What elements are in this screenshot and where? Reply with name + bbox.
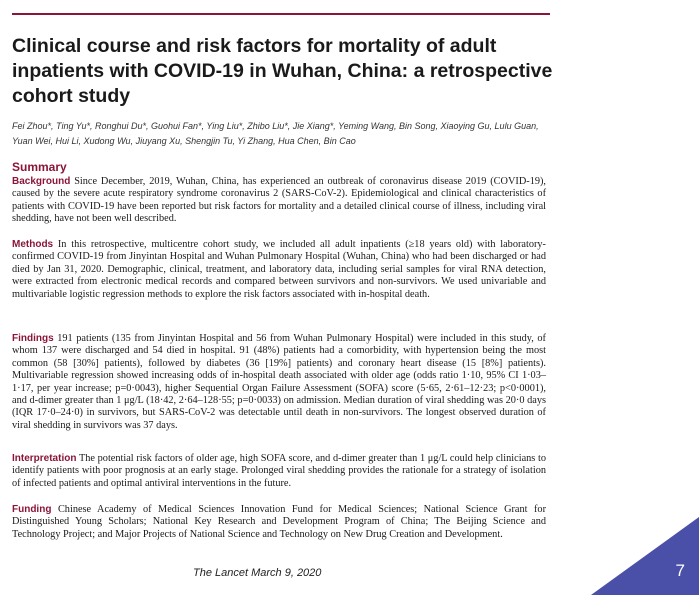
findings-text: 191 patients (135 from Jinyintan Hospital and 56 from Wuhan Pulmonary Hospital) were included in this study, of whom 137 were discharged and 54 died in hospital. 91 (48%) patients had a comorbidity, with hypertension being the most common (58 [30%] patients), followed by diabetes (36 [19%] patients) and coronary heart disease (15 [8%] patients). Multivariable regression showed increasing odds of in-hospital death associated with older age (odds ratio 1·10, 95% CI 1·03–1·17, per year increase; p=0·0043), higher Sequential Organ Failure Assessment (SOFA) score (5·65, 2·61–12·23; p<0·0001), and d-dimer greater than 1 μg/L (18·42, 2·64–128·55; p=0·0033) on admission. Median duration of viral shedding was 20·0 days (IQR 17·0–24·0) in survivors, but SARS-CoV-2 was detectable until death in non-survivors. The longest observed duration of viral shedding in survivors was 37 days. [12, 333, 546, 431]
background-paragraph [12, 176, 546, 226]
interpretation-label: Interpretation [12, 453, 77, 464]
author-list: Fei Zhou*, Ting Yu*, Ronghui Du*, Guohui Fan*, Ying Liu*, Zhibo Liu*, Jie Xiang*, Yeming Wang, Bin Song, Xiaoying Gu, Lulu Guan, Yuan Wei, Hui Li, Xudong Wu, Jiuyang Xu, Shengjin Tu, Yi Zhang, Hua Chen, Bin Cao [12, 121, 539, 146]
article-title: Clinical course and risk factors for mortality of adult inpatients with COVID-19 in Wuhan, China: a retrospective cohort study [12, 35, 553, 107]
funding-text: Chinese Academy of Medical Sciences Innovation Fund for Medical Sciences; National Science Grant for Distinguished Young Scholars; National Key Research and Development Program of China; The Beijing Science and Technology Project; and Major Projects of National Science and Technology on New Drug Creation and Development. [12, 504, 547, 540]
funding-label: Funding [12, 504, 52, 515]
citation-caption: The Lancet March 9, 2020 [193, 567, 322, 579]
interpretation-paragraph [12, 453, 546, 490]
top-rule [12, 13, 550, 15]
corner-triangle [591, 517, 699, 595]
summary-heading: Summary [12, 160, 67, 174]
background-label: Background [12, 176, 71, 187]
funding-paragraph [12, 504, 546, 541]
methods-paragraph [12, 239, 546, 301]
background-text: Since December, 2019, Wuhan, China, has experienced an outbreak of coronavirus disease 2019 (COVID-19), caused by the severe acute respiratory syndrome coronavirus 2 (SARS-CoV-2). Epidemiological and clinical characteristics of patients with COVID-19 have been reported but risk factors for mortality and a detailed clinical course of illness, including viral shedding, have not been well described. [12, 176, 546, 225]
methods-label: Methods [12, 239, 54, 250]
page-number: 7 [675, 561, 685, 580]
methods-text: In this retrospective, multicentre cohort study, we included all adult inpatients (≥18 years old) with laboratory-confirmed COVID-19 from Jinyintan Hospital and Wuhan Pulmonary Hospital (Wuhan, China) who had been discharged or had died by Jan 31, 2020. Demographic, clinical, treatment, and laboratory data, including serial samples for viral RNA detection, were extracted from electronic medical records and compared between survivors and non-survivors. We used univariable and multivariable logistic regression methods to explore the risk factors associated with in-hospital death. [12, 239, 546, 300]
findings-paragraph [12, 333, 546, 432]
findings-label: Findings [12, 333, 54, 344]
interpretation-text: The potential risk factors of older age, high SOFA score, and d-dimer greater than 1 μg/L could help clinicians to identify patients with poor prognosis at an early stage. Prolonged viral shedding provides the rationale for a strategy of isolation of infected patients and optimal antiviral interventions in the future. [12, 453, 547, 489]
